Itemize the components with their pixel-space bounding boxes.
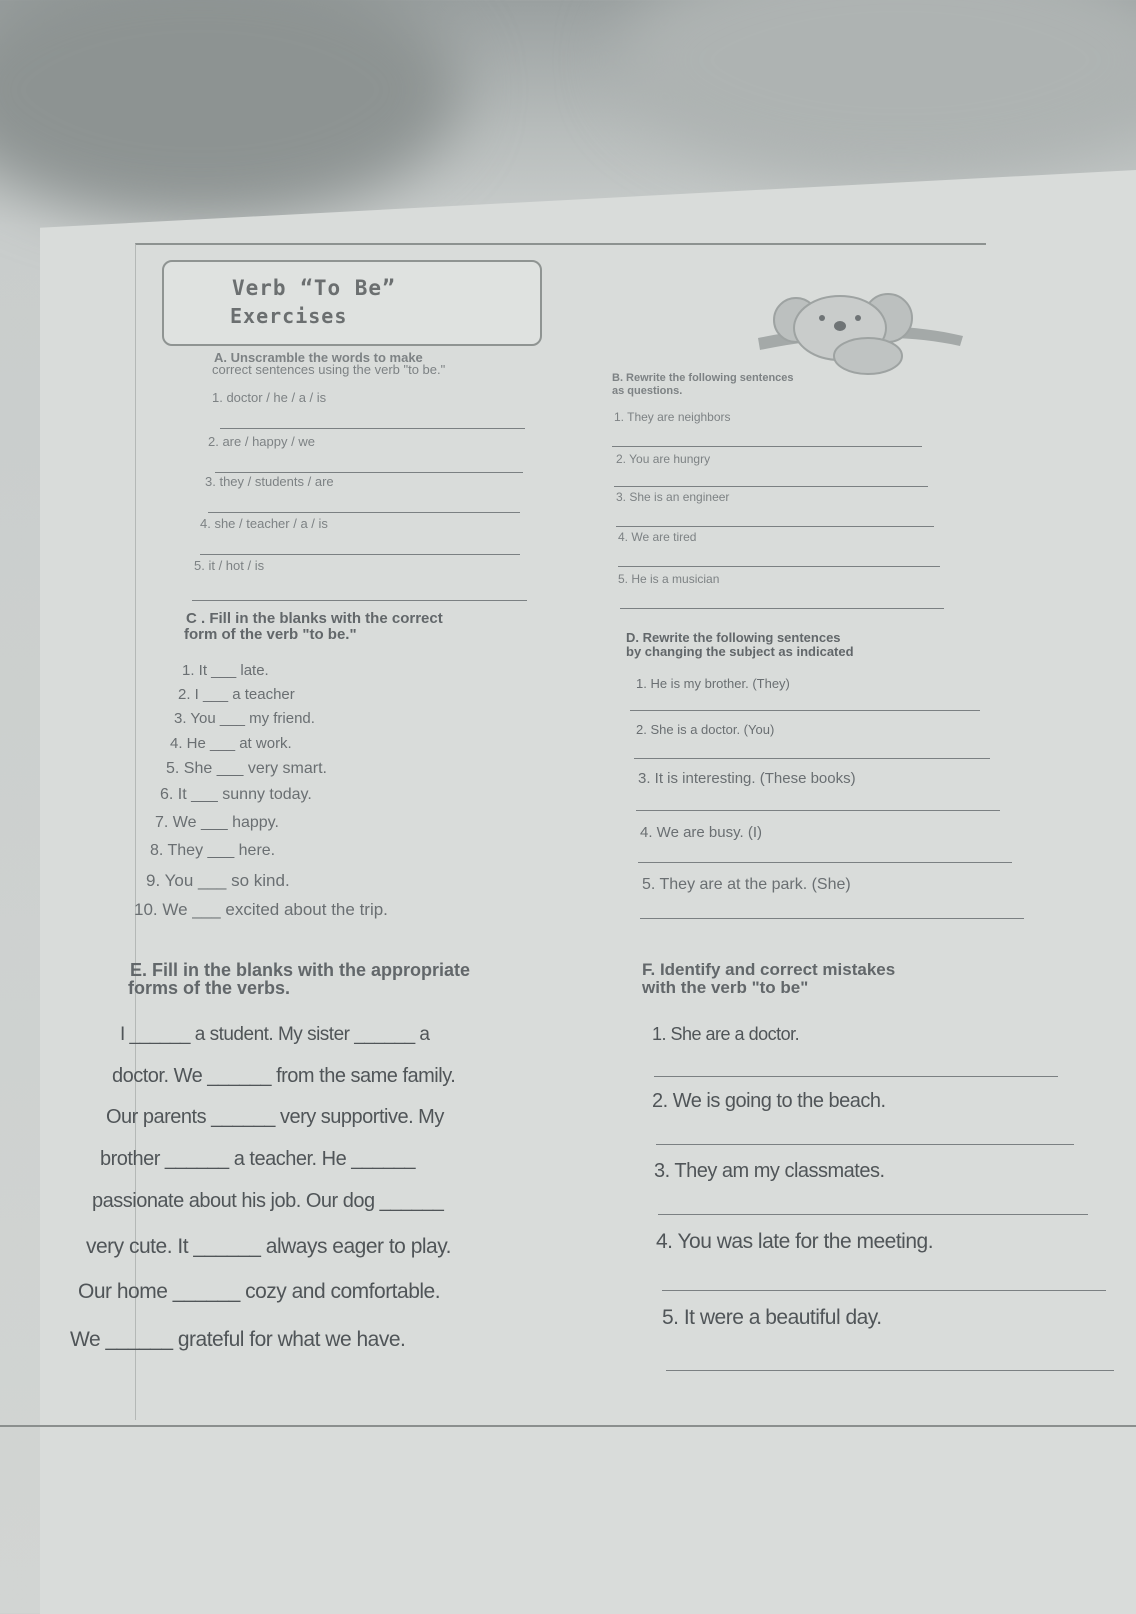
page-subtitle: Exercises [230, 304, 348, 328]
answer-line [662, 1290, 1106, 1291]
section-c-heading: C . Fill in the blanks with the correct [186, 610, 443, 627]
section-f-item: 1. She are a doctor. [652, 1024, 800, 1044]
answer-line [192, 600, 527, 601]
koala-illustration [748, 288, 968, 378]
section-a-heading: A. Unscramble the words to make [214, 350, 423, 365]
answer-line [618, 566, 940, 567]
section-d-item: 3. It is interesting. (These books) [638, 770, 856, 787]
section-d-item: 2. She is a doctor. (You) [636, 722, 775, 737]
answer-line [638, 862, 1012, 863]
section-c-item: 5. She ___ very smart. [166, 760, 327, 777]
section-f-item: 3. They am my classmates. [654, 1160, 885, 1182]
section-c-item: 7. We ___ happy. [155, 814, 279, 831]
section-c-item: 4. He ___ at work. [170, 735, 292, 752]
section-c-item: 6. It ___ sunny today. [160, 786, 312, 803]
section-e-line: brother ______ a teacher. He ______ [100, 1148, 415, 1170]
answer-line [612, 446, 922, 447]
section-d-heading-2: by changing the subject as indicated [626, 644, 854, 659]
section-d-item: 1. He is my brother. (They) [636, 676, 790, 691]
section-a-heading-2: correct sentences using the verb "to be." [212, 362, 446, 377]
section-d-item: 4. We are busy. (I) [640, 824, 762, 841]
answer-line [640, 918, 1024, 919]
section-e-heading: E. Fill in the blanks with the appropriate [130, 960, 471, 980]
answer-line [666, 1370, 1114, 1371]
section-f-item: 5. It were a beautiful day. [662, 1306, 882, 1329]
section-c-item: 3. You ___ my friend. [174, 710, 315, 727]
section-c-item: 10. We ___ excited about the trip. [134, 900, 388, 919]
answer-line [654, 1076, 1058, 1077]
background-blur [620, 0, 1136, 180]
section-b-heading-2: as questions. [612, 385, 683, 397]
section-c-item: 1. It ___ late. [182, 662, 269, 679]
answer-line [220, 428, 525, 429]
answer-line [208, 512, 520, 513]
section-f-heading-2: with the verb "to be" [642, 978, 809, 997]
section-e-line: Our home ______ cozy and comfortable. [78, 1280, 441, 1303]
section-e-heading-2: forms of the verbs. [128, 978, 291, 998]
section-e-line: doctor. We ______ from the same family. [112, 1065, 456, 1087]
section-b-item: 4. We are tired [618, 530, 697, 544]
title-box [162, 260, 542, 346]
answer-line [630, 710, 980, 711]
answer-line [658, 1214, 1088, 1215]
section-e-line: We ______ grateful for what we have. [70, 1328, 406, 1351]
section-b-item: 2. You are hungry [616, 452, 711, 466]
answer-line [620, 608, 944, 609]
answer-line [215, 472, 523, 473]
answer-line [636, 810, 1000, 811]
section-e-line: Our parents ______ very supportive. My [106, 1106, 444, 1128]
section-a-item: 2. are / happy / we [208, 434, 315, 449]
section-b-item: 3. She is an engineer [616, 490, 730, 504]
section-c-item: 8. They ___ here. [150, 842, 276, 859]
section-c-item: 9. You ___ so kind. [146, 871, 290, 890]
answer-line [200, 554, 520, 555]
section-c-item: 2. I ___ a teacher [178, 686, 295, 703]
answer-line [656, 1144, 1074, 1145]
section-a-item: 1. doctor / he / a / is [212, 390, 327, 405]
section-b-item: 5. He is a musician [618, 572, 720, 586]
section-b-item: 1. They are neighbors [614, 410, 731, 424]
section-a-item: 4. she / teacher / a / is [200, 516, 328, 531]
answer-line [614, 486, 928, 487]
section-e-line: very cute. It ______ always eager to play. [86, 1235, 451, 1258]
section-c-heading-2: form of the verb "to be." [184, 626, 357, 643]
section-f-item: 2. We is going to the beach. [652, 1090, 886, 1112]
section-a-item: 3. they / students / are [205, 474, 334, 489]
section-b-heading: B. Rewrite the following sentences [612, 372, 794, 384]
answer-line [616, 526, 934, 527]
background-blur [0, 0, 460, 220]
section-e-line: I ______ a student. My sister ______ a [120, 1024, 430, 1045]
bottom-rule [0, 1425, 1136, 1427]
section-f-item: 4. You was late for the meeting. [656, 1230, 934, 1253]
section-e-line: passionate about his job. Our dog ______ [92, 1190, 444, 1212]
page-title: Verb “To Be” [232, 276, 396, 300]
section-d-heading: D. Rewrite the following sentences [626, 630, 841, 645]
section-f-heading: F. Identify and correct mistakes [642, 960, 896, 979]
answer-line [634, 758, 990, 759]
section-a-item: 5. it / hot / is [194, 558, 265, 573]
section-d-item: 5. They are at the park. (She) [642, 876, 851, 893]
